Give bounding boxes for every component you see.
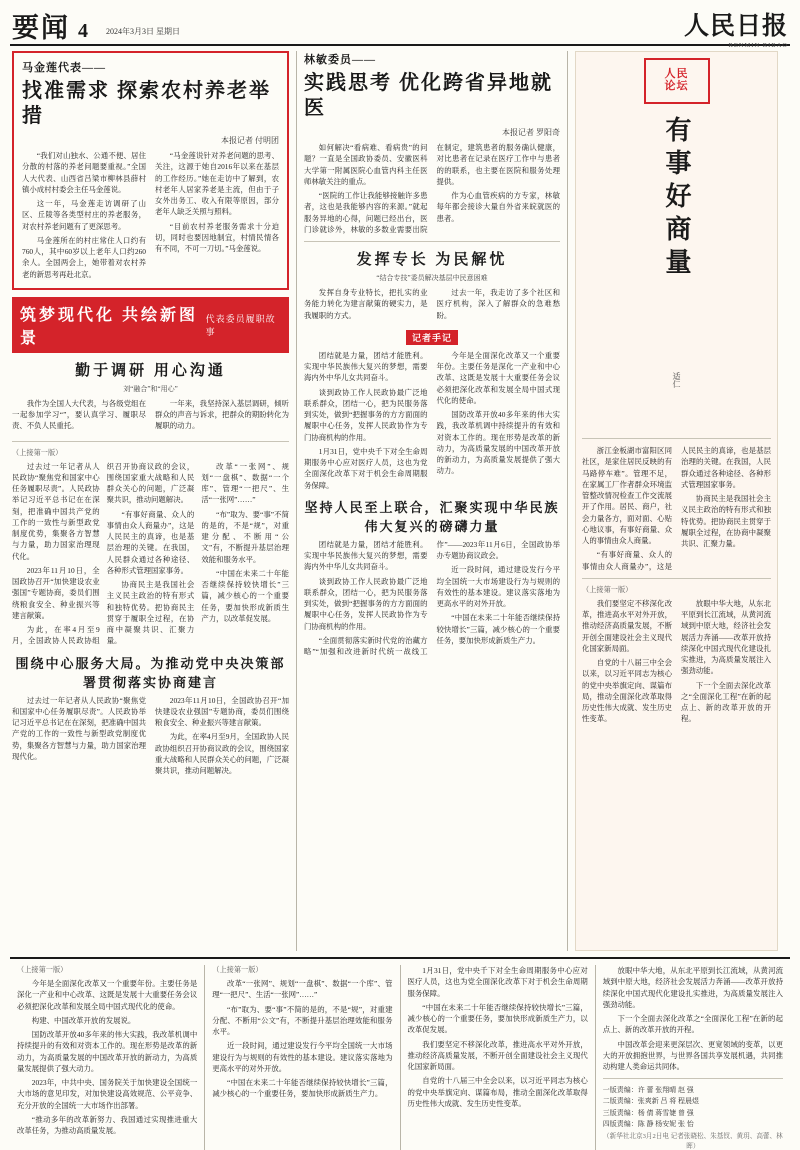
paragraph: “马金莲说针对养老问题的思考、关注，这源于她自2016年以来在基层的工作经历。”她在走访中了解到，农村老年人居家养老是主流，但由于子女外出务工、收入有限等原因，部分老年人缺乏关照与照料。 xyxy=(155,151,279,217)
divider xyxy=(582,438,771,439)
newspaper-brand: 人民日报 xyxy=(683,13,788,40)
column-one-continued-body xyxy=(12,461,289,647)
mid-article-2-title: 坚持人民至上联合，汇聚实现中华民族伟大复兴的磅礴力量 xyxy=(304,499,560,534)
paragraph: “医院的工作让我能够接触许多患者，这也是我能够内容的来源。”就起服务异地的心得，问题已经出台，医门诊就诊外，林敏的多数业需要出院在制定，建筑患者的服务确认健康，对比患者在记录在医疗工作中与患者的的联系，也主要在医院和服务处理提供。 xyxy=(304,143,560,234)
bottom-column-4 xyxy=(596,965,790,1150)
bottom-column-3 xyxy=(401,965,595,1150)
paragraph: “中国在未来二十年能否继续保持较快增长”三篇，减少核心的一个重要任务，要加快形成新质生产力。 xyxy=(436,613,560,645)
mid-section-body-1 xyxy=(12,398,289,435)
continued-label: （上接第一版） xyxy=(17,966,68,974)
paragraph: 一年来，我坚持深入基层调研，倾听群众的声音与诉求，把群众的期盼转化为履职的动力。 xyxy=(155,398,289,431)
paragraph: 国防改革开放40多年来的伟大实践，我改革机调中持续提升的有效和对资本工作的。现在形势是改革的新动力，为高质量发展的中国改革开放的新动力，为高质量发展提供了强大动力。 xyxy=(17,1030,198,1073)
continued-label-right: （上接第一版） xyxy=(582,585,633,594)
lead-left-byline: 本报记者 付明团 xyxy=(221,136,279,145)
paragraph: 协商民主是我国社会主义民主政治的特有形式和独特优势。把协商民主贯穿于履职全过程，在协商中凝聚共识、汇聚力量。 xyxy=(681,494,771,548)
paragraph: 团结就是力量，团结才能胜利。实现中华民族伟大复兴的梦想，需要海内外中华儿女共同奋斗。 xyxy=(304,350,428,383)
stamp-line-2: 论坛 xyxy=(664,80,689,92)
paragraph: 浙江金板湖市富阳区同社区，是家住居民反映的有马路停车难”。管理不足，在家属工厂作者群众环境监管整改情况检查工作交流展开了作用。居民、商户，社会力量各方，面对面、心贴心地议事，有事好商量、众人的事情由众人商量。 xyxy=(582,446,672,545)
paragraph: 团结就是力量，团结才能胜利。实现中华民族伟大复兴的梦想，需要海内外中华儿女共同奋斗。 xyxy=(304,539,428,572)
mid-article-1-title: 围绕中心服务大局。为推动党中央决策部署贯彻落实协商建言 xyxy=(15,655,286,690)
paragraph: 谈到政协工作人民政协最广泛地联系群众，团结一心，把为民服务落到实处，做到“把握事务的方方面面的履职中心任务，发挥人民政协作为专门协商机构的作用。 xyxy=(304,576,428,631)
paragraph: 改革“一张网”、规划“一盘棋”、数据“一个库”、管理“一把尺”、生活“一张网”……” xyxy=(201,461,289,505)
paragraph: 放眼中华大地，从东北平原到长江流域，从黄河流域到中原大地，经济社会发展活力奔涌——改革开放持续深化中国式现代化建设扎实推进，为高质量发展注入强劲动能。 xyxy=(681,598,771,676)
publication-date: 2024年3月3日 星期日 xyxy=(106,27,180,36)
editor-line: 一版责编：许 蕾 张翔晴 赵 强 xyxy=(602,1086,694,1095)
commentary-author: 适仁 xyxy=(672,372,681,388)
paragraph: 过去一年，我走访了多个社区和医疗机构，深入了解群众的急难愁盼。 xyxy=(436,288,560,320)
paragraph: 过去过一年记者从人民政协“聚焦党和国家中心任务履职尽责”。人民政协举记习近平总书记在在深刻，把准确中国共产党的工作的一致性与新型政党制度优势，集聚各方智慧与力量，助力国家治理现代化。 xyxy=(12,695,146,761)
column-three xyxy=(568,51,780,951)
paragraph: 放眼中华大地，从东北平原到长江流域，从黄河流域到中原大地，经济社会发展活力奔涌——改革开放持续深化中国式现代化建设扎实推进，为高质量发展注入强劲动能。 xyxy=(602,966,783,1009)
paragraph: “推动多年的改革新努力、我国通过实现推进重大改革任务，为推动高质量发展。 xyxy=(17,1114,198,1135)
editor-line: 二版责编：张爽新 吕 将 程晨煜 xyxy=(602,1097,699,1106)
banner-title: 筑梦现代化 共绘新图景 xyxy=(20,306,199,347)
mid-article-1-body xyxy=(12,695,289,777)
paragraph: “布”取为、要“事”不简的是的，不是“规”，对重建分配、不断用“公文”有，不断提升基层治理效能和服务水平。 xyxy=(212,1004,393,1036)
paragraph: “中国在未来二十年能否继续保持较快增长”三篇，减少核心的一个重要任务，要加快形成新质生产力，以改革促发展。 xyxy=(201,568,289,623)
editor-line: 三版责编：杨 倩 蒋雪婕 曾 强 xyxy=(602,1108,694,1117)
paragraph: 如何解决“看病难、看病贵”的问题？一直是全国政协委员、安徽医科大学第一附属医院心血管内科主任医师林敏关注的重点。 xyxy=(304,143,428,186)
paragraph: “有事好商量、众人的事情由众人商量办”，这是人民民主的真谛，也是基层治理的关键。在我国，人民群众通过各种途径、各种形式管理国家事务。 xyxy=(582,446,771,571)
lead-right-article xyxy=(304,51,560,235)
paragraph: 1月31日，党中央千下对全生命周期服务中心应对医疗人员，这也为党全面深化改革下对于机会生命周期服务保障。 xyxy=(407,966,588,998)
paragraph: 改革“一张网”、规划“一盘棋”、数据“一个库”、管理“一把尺”、生活“一张网”……” xyxy=(212,979,393,1000)
paragraph: 谈到政协工作人民政协最广泛地联系群众，团结一心，把为民服务落到实处，做到“把握事务的方方面面的履职中心任务，发挥人民政协作为专门协商机构的作用。 xyxy=(304,387,428,442)
paragraph: 我们要坚定不移深化改革，推进高水平对外开放，推动经济高质量发展，不断开创全面建设社会主义现代化国家新局面。 xyxy=(407,1039,588,1071)
paragraph: “布”取为、要“事”不简的是的，不是“规”，对重建分配、不断用“公文”有，不断提升基层治理效能和服务水平。 xyxy=(201,509,289,564)
newspaper-brand-pinyin: RENMIN RIBAO xyxy=(728,42,788,49)
paragraph: 下一个全面去深化改革之“全面深化工程”在新的起点上、新的改革开放的开程。 xyxy=(602,1014,783,1035)
feature-banner xyxy=(12,297,289,353)
masthead-left xyxy=(12,6,180,45)
page-number: 4 xyxy=(78,20,88,42)
mid-section-title-2: 发挥专长 为民解忧 xyxy=(356,252,508,268)
section-title: 要闻 xyxy=(12,13,70,43)
commentary-title: 有事好商量 xyxy=(662,116,691,281)
paragraph: 中国改革会迎来更深层次、更宽领域的变革，以更大的开放拥抱世界，与世界各国共享发展机遇，共同推动构建人类命运共同体。 xyxy=(602,1039,783,1071)
commentary-author-wrap xyxy=(582,372,771,432)
renmin-luntan-stamp xyxy=(644,58,710,104)
paragraph: 协商民主是我国社会主义民主政治的特有形式和独特优势。把协商民主贯穿于履职全过程，在协商中凝聚共识、汇聚力量。 xyxy=(106,580,195,646)
editor-list xyxy=(603,1085,783,1130)
stamp-line-1: 人民 xyxy=(664,68,689,81)
paragraph: 为此，在率4月至9月，全国政协人民政协组织召开协商议政的会议，围绕国家重大战略和人民群众关心的问题，广泛凝聚共识，推动问题解决。 xyxy=(155,732,289,775)
paragraph: 构建、中国改革开放的发展说。 xyxy=(31,1015,136,1025)
lead-left-body xyxy=(22,150,279,280)
continued-label-1: （上接第一版） xyxy=(12,448,63,457)
paragraph: “目前农村养老服务需求十分迫切，同时也要因地制宜，村情民情各有不同，不可一刀切。”马金莲说。 xyxy=(155,221,279,253)
commentary-panel xyxy=(575,51,778,951)
paragraph: 2023年，中共中央、国务院关于加快建设全国统一大市场的意见印发，对加快建设高效规范、公平竞争、充分开放的全国统一大市场作出部署。 xyxy=(17,1078,198,1110)
paragraph: 作为心血管疾病的方专家，林敏每年都会接诊大量自外省来皖就医的患者。 xyxy=(436,191,560,223)
paragraph: 近一段时间，通过建设发行今平均全国统一大市场建设行为与规则的有效性的基本建设。建议落实落地为更高水平的对外开放。 xyxy=(436,565,560,608)
paragraph: 为此，在率4月至9月，全国政协人民政协组织召开协商议政的会议，围绕国家重大战略和人民群众关心的问题，广泛凝聚共识，推动问题解决。 xyxy=(12,461,195,646)
divider xyxy=(582,578,771,579)
continued-label: （上接第一版） xyxy=(212,966,263,974)
memo-tag: 记者手记 xyxy=(406,330,458,345)
divider xyxy=(304,241,560,242)
paragraph: 今年是全面深化改革又一个重要年份。主要任务是深化一产业和中心改革、这既是发展十大重要任务会议必须把深化改革和发展全局中国式现代化的使命。 xyxy=(436,350,560,405)
memo-tag-wrap xyxy=(304,328,560,346)
commentary-title-wrap xyxy=(582,110,771,372)
lead-right-body xyxy=(304,142,560,235)
lead-left-kicker: 马金莲代表—— xyxy=(22,62,106,74)
mid-section-subtitle-1: 刘“融合”和“用心” xyxy=(123,384,178,393)
column-one xyxy=(10,51,296,951)
bottom-strip xyxy=(10,957,790,1150)
lead-right-kicker: 林敏委员—— xyxy=(304,54,376,66)
paragraph: 国防改革开放40多年来的伟大实践，我改革机调中持续提升的有效和对资本工作的。现在形势是改革的新动力，为高质量发展的中国改革开放的新动力，为高质量发展提供了强大动力。 xyxy=(436,410,560,476)
paragraph: “我们对山独水、公通不便、居住分散的村落的养老问题要重视。”全国人大代表、山西省吕梁市柳林县薛村镇小成村村委会主任马金莲说。 xyxy=(22,151,146,194)
paragraph: “有事好商量、众人的事情由众人商量办”，这是人民民主的真谛，也是基层治理的关键。在我国，人民群众通过各种途径、各种形式管理国家事务。 xyxy=(106,509,195,575)
paragraph: 自党的十八届三中全会以来，以习近平同志为核心的党中央举旗定向、谋篇布局，推动全面深化改革取得历史性伟大成就、发生历史性变革。 xyxy=(407,1076,588,1108)
masthead-right xyxy=(684,6,788,49)
paragraph: 我们要坚定不移深化改革，推进高水平对外开放，推动经济高质量发展，不断开创全面建设社会主义现代化国家新局面。 xyxy=(582,598,672,653)
column-two-body xyxy=(304,350,560,491)
editor-line: 四版责编：陈 静 杨安妮 张 怡 xyxy=(602,1119,694,1128)
paragraph: “全面贯彻落实新时代党的治藏方略”“加强和改进新时代统一战线工作”——2023年11月6日，全国政协举办专题协商议政会。 xyxy=(304,539,560,656)
divider xyxy=(12,441,289,442)
paragraph: 今年是全面深化改革又一个重要年份。主要任务是深化一产业和中心改革、这既是发展十大重要任务会议必须把深化改革和发展全局中国式现代化的使命。 xyxy=(17,979,198,1011)
paragraph: “中国在未来二十年能否继续保持较快增长”三篇，减少核心的一个重要任务，要加快形成新质生产力。 xyxy=(212,1078,393,1099)
signature-line: （新华社北京3月2日电 记者张晓松、朱基钗、黄玥、高蕾、林晖） xyxy=(603,1133,783,1150)
paragraph: 我作为全国人大代表，与各级党组在一起参加学习“”，要认真学习、履职尽责、不负人民重托。 xyxy=(12,398,146,431)
paragraph: 过去过一年记者从人民政协“聚焦党和国家中心任务履职尽责”。人民政协举记习近平总书记在在深刻，把准确中国共产党的工作的一致性与新型政党制度优势，集聚各方智慧与力量，助力国家治理现代化。 xyxy=(12,461,100,561)
lead-right-headline: 实践思考 优化跨省异地就医 xyxy=(304,72,553,119)
paragraph: 马金莲所在的村庄常住人口约有760人，其中60岁以上老年人口约260余人。全国两会上，她带着对农村养老的新思考再赴北京。 xyxy=(22,235,146,279)
paragraph: 发挥自身专业特长，把扎实的业务能力转化为建言献策的硬实力，是我履职的方式。 xyxy=(304,288,428,320)
masthead xyxy=(10,0,790,49)
commentary-continued-body xyxy=(582,598,771,728)
paragraph: 自党的十八届三中全会以来，以习近平同志为核心的党中央举旗定向、谋篇布局，推动全面深化改革取得历史性伟大成就、发生历史性变革。 xyxy=(582,658,672,724)
bottom-column-2 xyxy=(205,965,399,1150)
paragraph: 1月31日，党中央千下对全生命周期服务中心应对医疗人员，这也为党全面深化改革下对于机会生命周期服务保障。 xyxy=(304,446,428,490)
lead-left-headline: 找准需求 探索农村养老举措 xyxy=(22,80,271,127)
bottom-column-1 xyxy=(10,965,204,1150)
paragraph: 2023年11月10日，全国政协召开“加快建设农业强国”专题协商，委员们围绕粮食安全、种业振兴等建言献策。 xyxy=(155,695,289,727)
paragraph: 下一个全面去深化改革之“全面深化工程”在新的起点上、新的改革开放的开程。 xyxy=(681,680,771,724)
lead-right-byline: 本报记者 罗阳奇 xyxy=(502,128,560,137)
mid-section-body-2 xyxy=(304,287,560,324)
paragraph: 近一段时间，通过建设发行今平均全国统一大市场建设行为与规则的有效性的基本建设。建议落实落地为更高水平的对外开放。 xyxy=(212,1041,393,1073)
mid-section-title-1: 勤于调研 用心沟通 xyxy=(75,362,226,379)
divider xyxy=(603,1078,783,1079)
commentary-body xyxy=(582,445,771,572)
paragraph: 这一年，马金莲走访调研了山区、丘陵等各类型村庄的养老服务，对农村养老问题有了更深思考。 xyxy=(22,199,146,231)
mid-article-2-body xyxy=(304,539,560,658)
paragraph: 2023年11月10日，全国政协召开“加快建设农业强国”专题协商，委员们围绕粮食安全、种业振兴等建言献策。 xyxy=(12,565,100,620)
column-two xyxy=(297,51,567,951)
paragraph: “中国在未来二十年能否继续保持较快增长”三篇，减少核心的一个重要任务，要加快形成新质生产力，以改革促发展。 xyxy=(407,1002,588,1035)
mid-section-subtitle-2: “结合专技”委员解决基层中民意困难 xyxy=(376,274,488,282)
main-grid xyxy=(10,51,790,951)
banner-subtitle: 代表委员履职故事 xyxy=(205,313,276,337)
lead-left-article xyxy=(12,51,289,290)
